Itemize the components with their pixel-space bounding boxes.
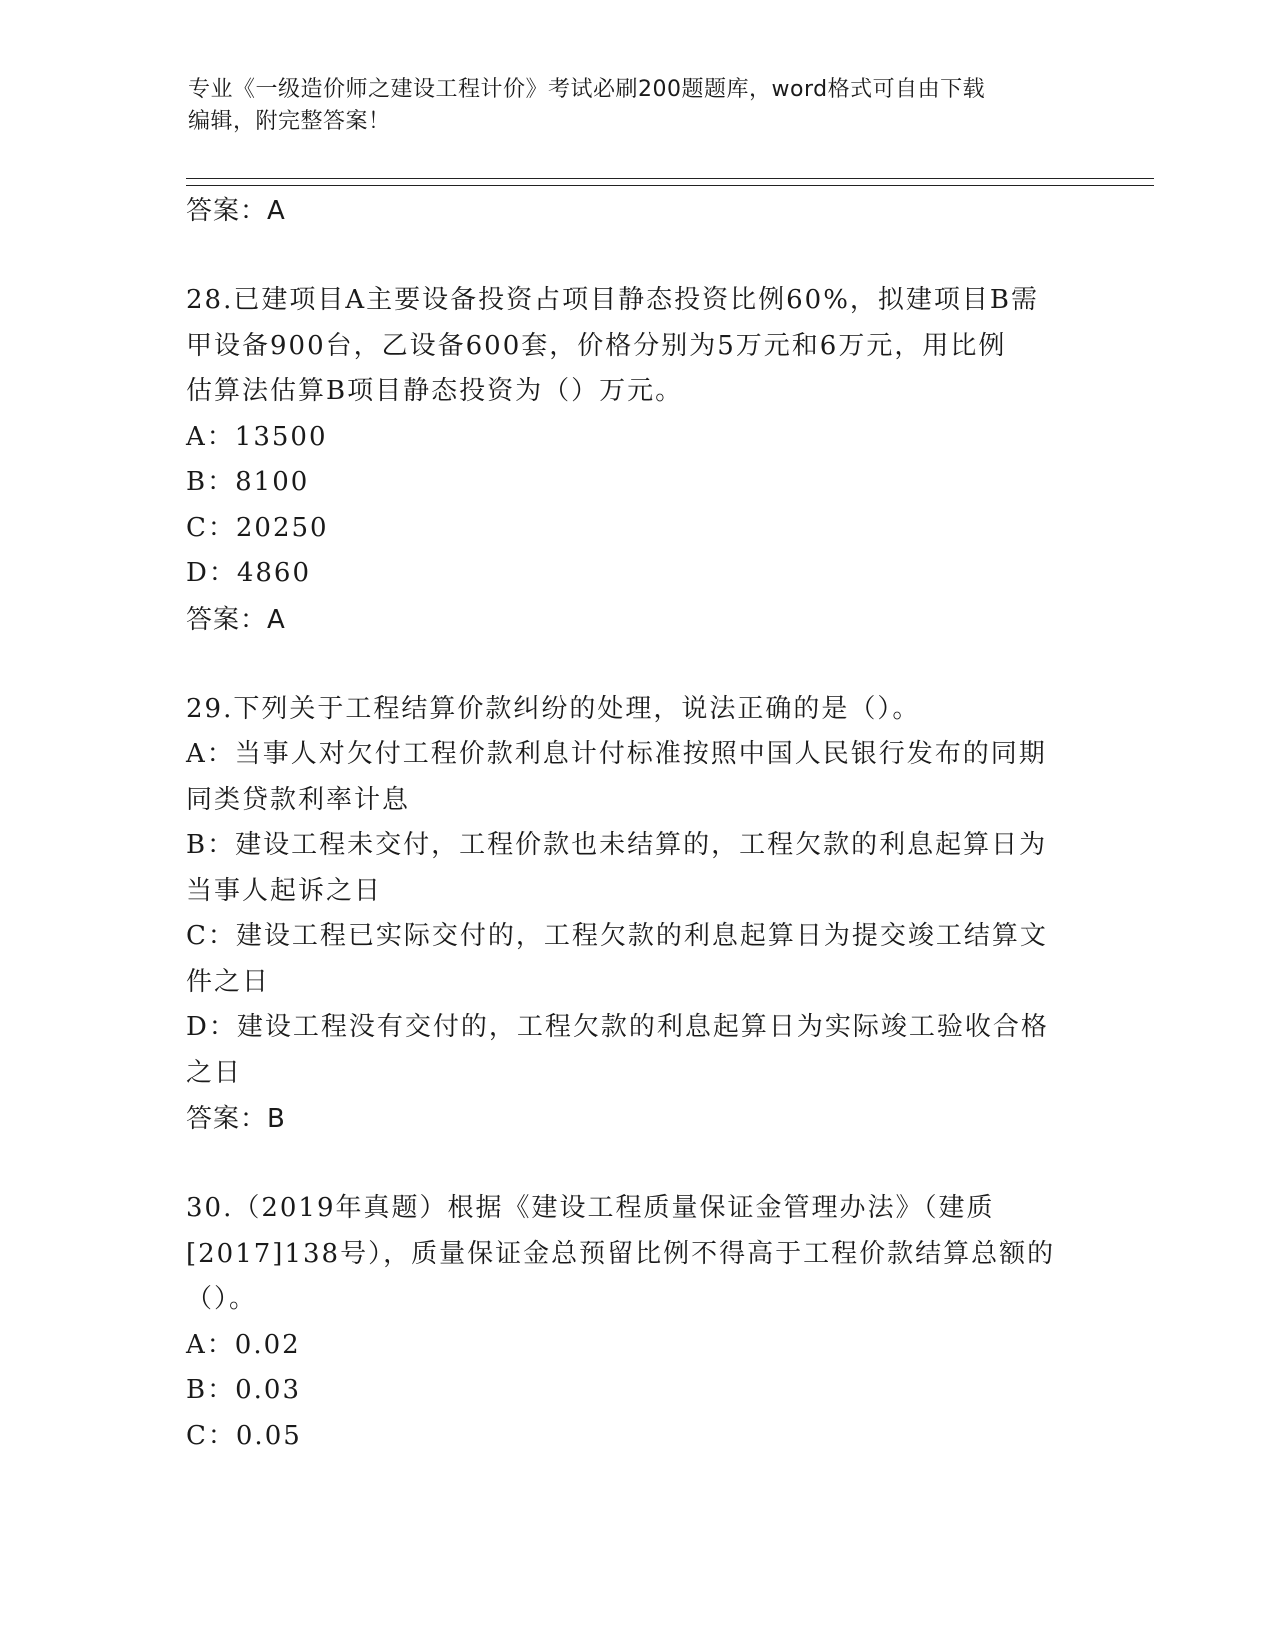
header-line-2: 编辑，附完整答案！	[188, 109, 391, 134]
question-stem-line: [2017]138号），质量保证金总预留比例不得高于工程价款结算总额的	[186, 1238, 1056, 1269]
option-d-line: 之日	[186, 1057, 243, 1088]
question-28	[186, 278, 1086, 643]
question-29	[186, 687, 1086, 1143]
answer-q28: 答案：A	[186, 604, 286, 635]
question-stem-line: 甲设备900台，乙设备600套，价格分别为5万元和6万元，用比例	[186, 330, 1007, 361]
option-a: A：13500	[186, 421, 328, 452]
option-b-line: 当事人起诉之日	[186, 875, 383, 906]
option-b: B：0.03	[186, 1375, 301, 1405]
option-b: B：8100	[186, 467, 310, 497]
question-30	[186, 1186, 1086, 1459]
option-d: D：4860	[186, 558, 312, 588]
question-stem-line: 估算法估算B项目静态投资为（）万元。	[186, 376, 684, 406]
option-c-line: C：建设工程已实际交付的，工程欠款的利息起算日为提交竣工结算文	[186, 921, 1048, 951]
header-line-1: 专业《一级造价师之建设工程计价》考试必刷200题题库，word格式可自由下载	[188, 77, 986, 102]
document-body	[186, 188, 1086, 1459]
option-c: C：0.05	[186, 1420, 302, 1451]
answer-q27: 答案：A	[186, 196, 286, 226]
option-a: A：0.02	[186, 1329, 301, 1360]
option-b-line: B：建设工程未交付，工程价款也未结算的，工程欠款的利息起算日为	[186, 830, 1048, 860]
answer-q29: 答案：B	[186, 1104, 286, 1134]
question-stem-line: （）。	[186, 1284, 258, 1314]
question-stem-line: 28.已建项目A主要设备投资占项目静态投资比例60%，拟建项目B需	[186, 285, 1040, 315]
option-c: C：20250	[186, 512, 329, 543]
header-divider	[186, 178, 1154, 186]
page-header	[188, 74, 1088, 138]
option-d-line: D：建设工程没有交付的，工程欠款的利息起算日为实际竣工验收合格	[186, 1012, 1049, 1042]
option-c-line: 件之日	[186, 966, 271, 997]
question-stem-line: 30.（2019年真题）根据《建设工程质量保证金管理办法》（建质	[186, 1193, 995, 1223]
option-a-line: A：当事人对欠付工程价款利息计付标准按照中国人民银行发布的同期	[186, 739, 1047, 769]
question-stem-line: 29.下列关于工程结算价款纠纷的处理，说法正确的是（）。	[186, 693, 921, 724]
option-a-line: 同类贷款利率计息	[186, 784, 411, 815]
